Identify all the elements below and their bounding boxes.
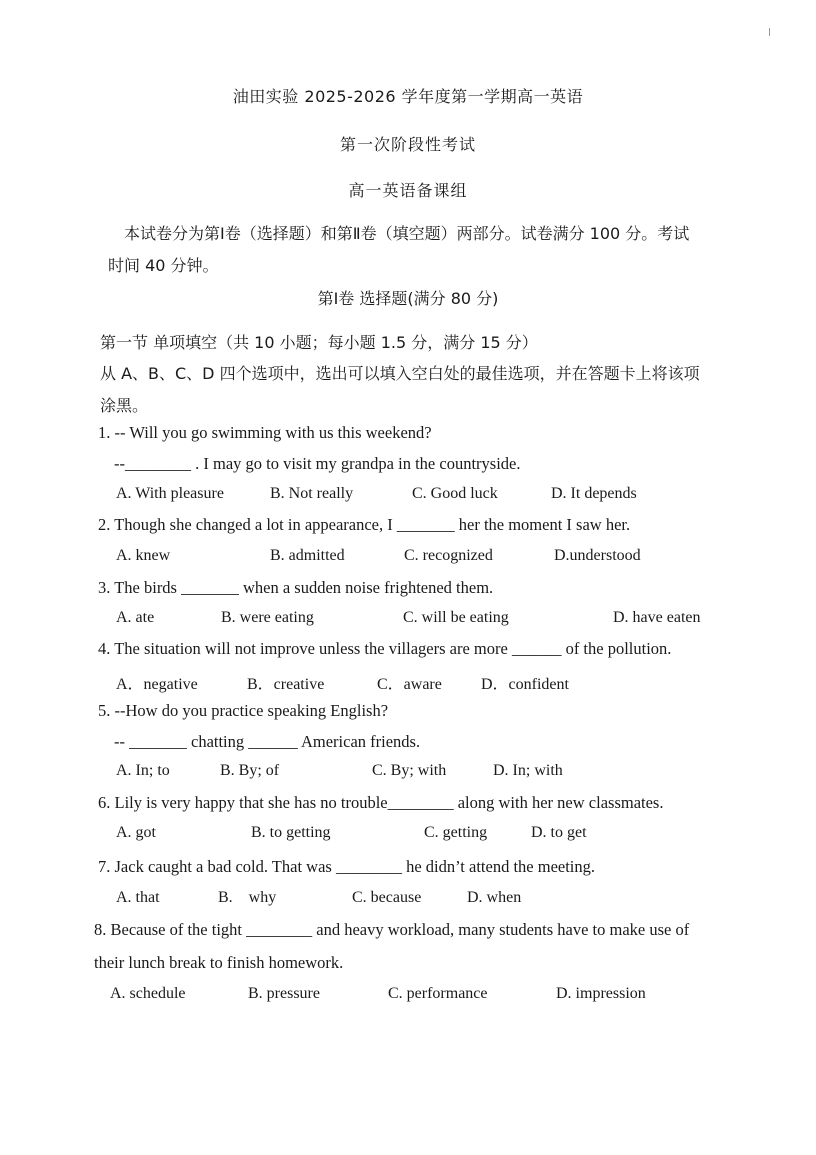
question-2-stem: 2. Though she changed a lot in appearance, I _______ her the moment I saw her. [98, 515, 631, 534]
option-b[interactable]: B. By; of [220, 762, 280, 779]
section1-instruction-1: 从 A、B、C、D 四个选项中，选出可以填入空白处的最佳选项，并在答题卡上将该项 [100, 364, 700, 383]
question-8-stem: 8. Because of the tight ________ and heavy workload, many students have to make use of [94, 920, 690, 939]
option-d[interactable]: D. have eaten [613, 609, 701, 626]
option-d[interactable]: D. It depends [551, 485, 637, 502]
exam-title: 油田实验 2025-2026 学年度第一学期高一英语 [232, 87, 584, 106]
option-a[interactable]: A. schedule [110, 985, 186, 1002]
option-a[interactable]: A. got [116, 824, 156, 841]
option-a[interactable]: A. In; to [116, 762, 170, 779]
option-c[interactable]: C. because [352, 889, 422, 906]
option-c[interactable]: C. Good luck [412, 485, 498, 502]
question-7-stem: 7. Jack caught a bad cold. That was ________ he didn’t attend the meeting. [98, 857, 596, 876]
question-3-stem: 3. The birds _______ when a sudden noise frightened them. [98, 578, 494, 597]
option-d[interactable]: D. impression [556, 985, 646, 1002]
option-a[interactable]: A. With pleasure [116, 485, 224, 502]
option-c[interactable]: C. By; with [372, 762, 447, 779]
option-c[interactable]: C. performance [388, 985, 488, 1002]
option-b[interactable]: B. Not really [270, 485, 354, 502]
option-b[interactable]: B. admitted [270, 547, 345, 564]
option-a[interactable]: A．negative [116, 676, 198, 693]
question-5-stem-2: -- _______ chatting ______ American friends. [114, 732, 421, 751]
option-c[interactable]: C. will be eating [403, 609, 509, 626]
question-6-stem: 6. Lily is very happy that she has no trouble________ along with her new classmates. [98, 793, 664, 812]
option-d[interactable]: D. when [467, 889, 522, 906]
question-1-stem: 1. -- Will you go swimming with us this weekend? [98, 423, 432, 442]
question-8-stem-2: their lunch break to finish homework. [94, 953, 344, 972]
option-d[interactable]: D.understood [554, 547, 641, 564]
option-c[interactable]: C. recognized [404, 547, 493, 564]
option-b[interactable]: B．creative [247, 676, 325, 693]
question-1-stem-2: --________ . I may go to visit my grandpa in the countryside. [114, 454, 521, 473]
option-b[interactable]: B. pressure [248, 985, 320, 1002]
option-a[interactable]: A. knew [116, 547, 171, 564]
section1-instruction-2: 涂黑。 [100, 396, 149, 415]
option-a[interactable]: A. ate [116, 609, 155, 626]
question-4-stem: 4. The situation will not improve unless the villagers are more ______ of the pollution. [98, 639, 672, 658]
option-c[interactable]: C．aware [377, 676, 442, 693]
option-b[interactable]: B. were eating [221, 609, 314, 626]
intro-line-2: 时间 40 分钟。 [108, 256, 219, 275]
option-b[interactable]: B. to getting [251, 824, 331, 841]
option-b[interactable]: B. why [218, 889, 277, 906]
option-d[interactable]: D. to get [531, 824, 587, 841]
scan-mark [769, 28, 770, 36]
question-5-stem: 5. --How do you practice speaking English? [98, 701, 389, 720]
option-d[interactable]: D. In; with [493, 762, 563, 779]
section1-title: 第一节 单项填空（共 10 小题；每小题 1.5 分，满分 15 分） [100, 333, 538, 352]
option-d[interactable]: D．confident [481, 676, 569, 693]
option-a[interactable]: A. that [116, 889, 160, 906]
intro-line-1: 本试卷分为第Ⅰ卷（选择题）和第Ⅱ卷（填空题）两部分。试卷满分 100 分。考试 [124, 224, 690, 243]
exam-subtitle: 第一次阶段性考试 [339, 135, 476, 154]
option-c[interactable]: C. getting [424, 824, 488, 841]
part1-title: 第Ⅰ卷 选择题(满分 80 分) [317, 289, 499, 308]
exam-author: 高一英语备课组 [348, 181, 468, 200]
